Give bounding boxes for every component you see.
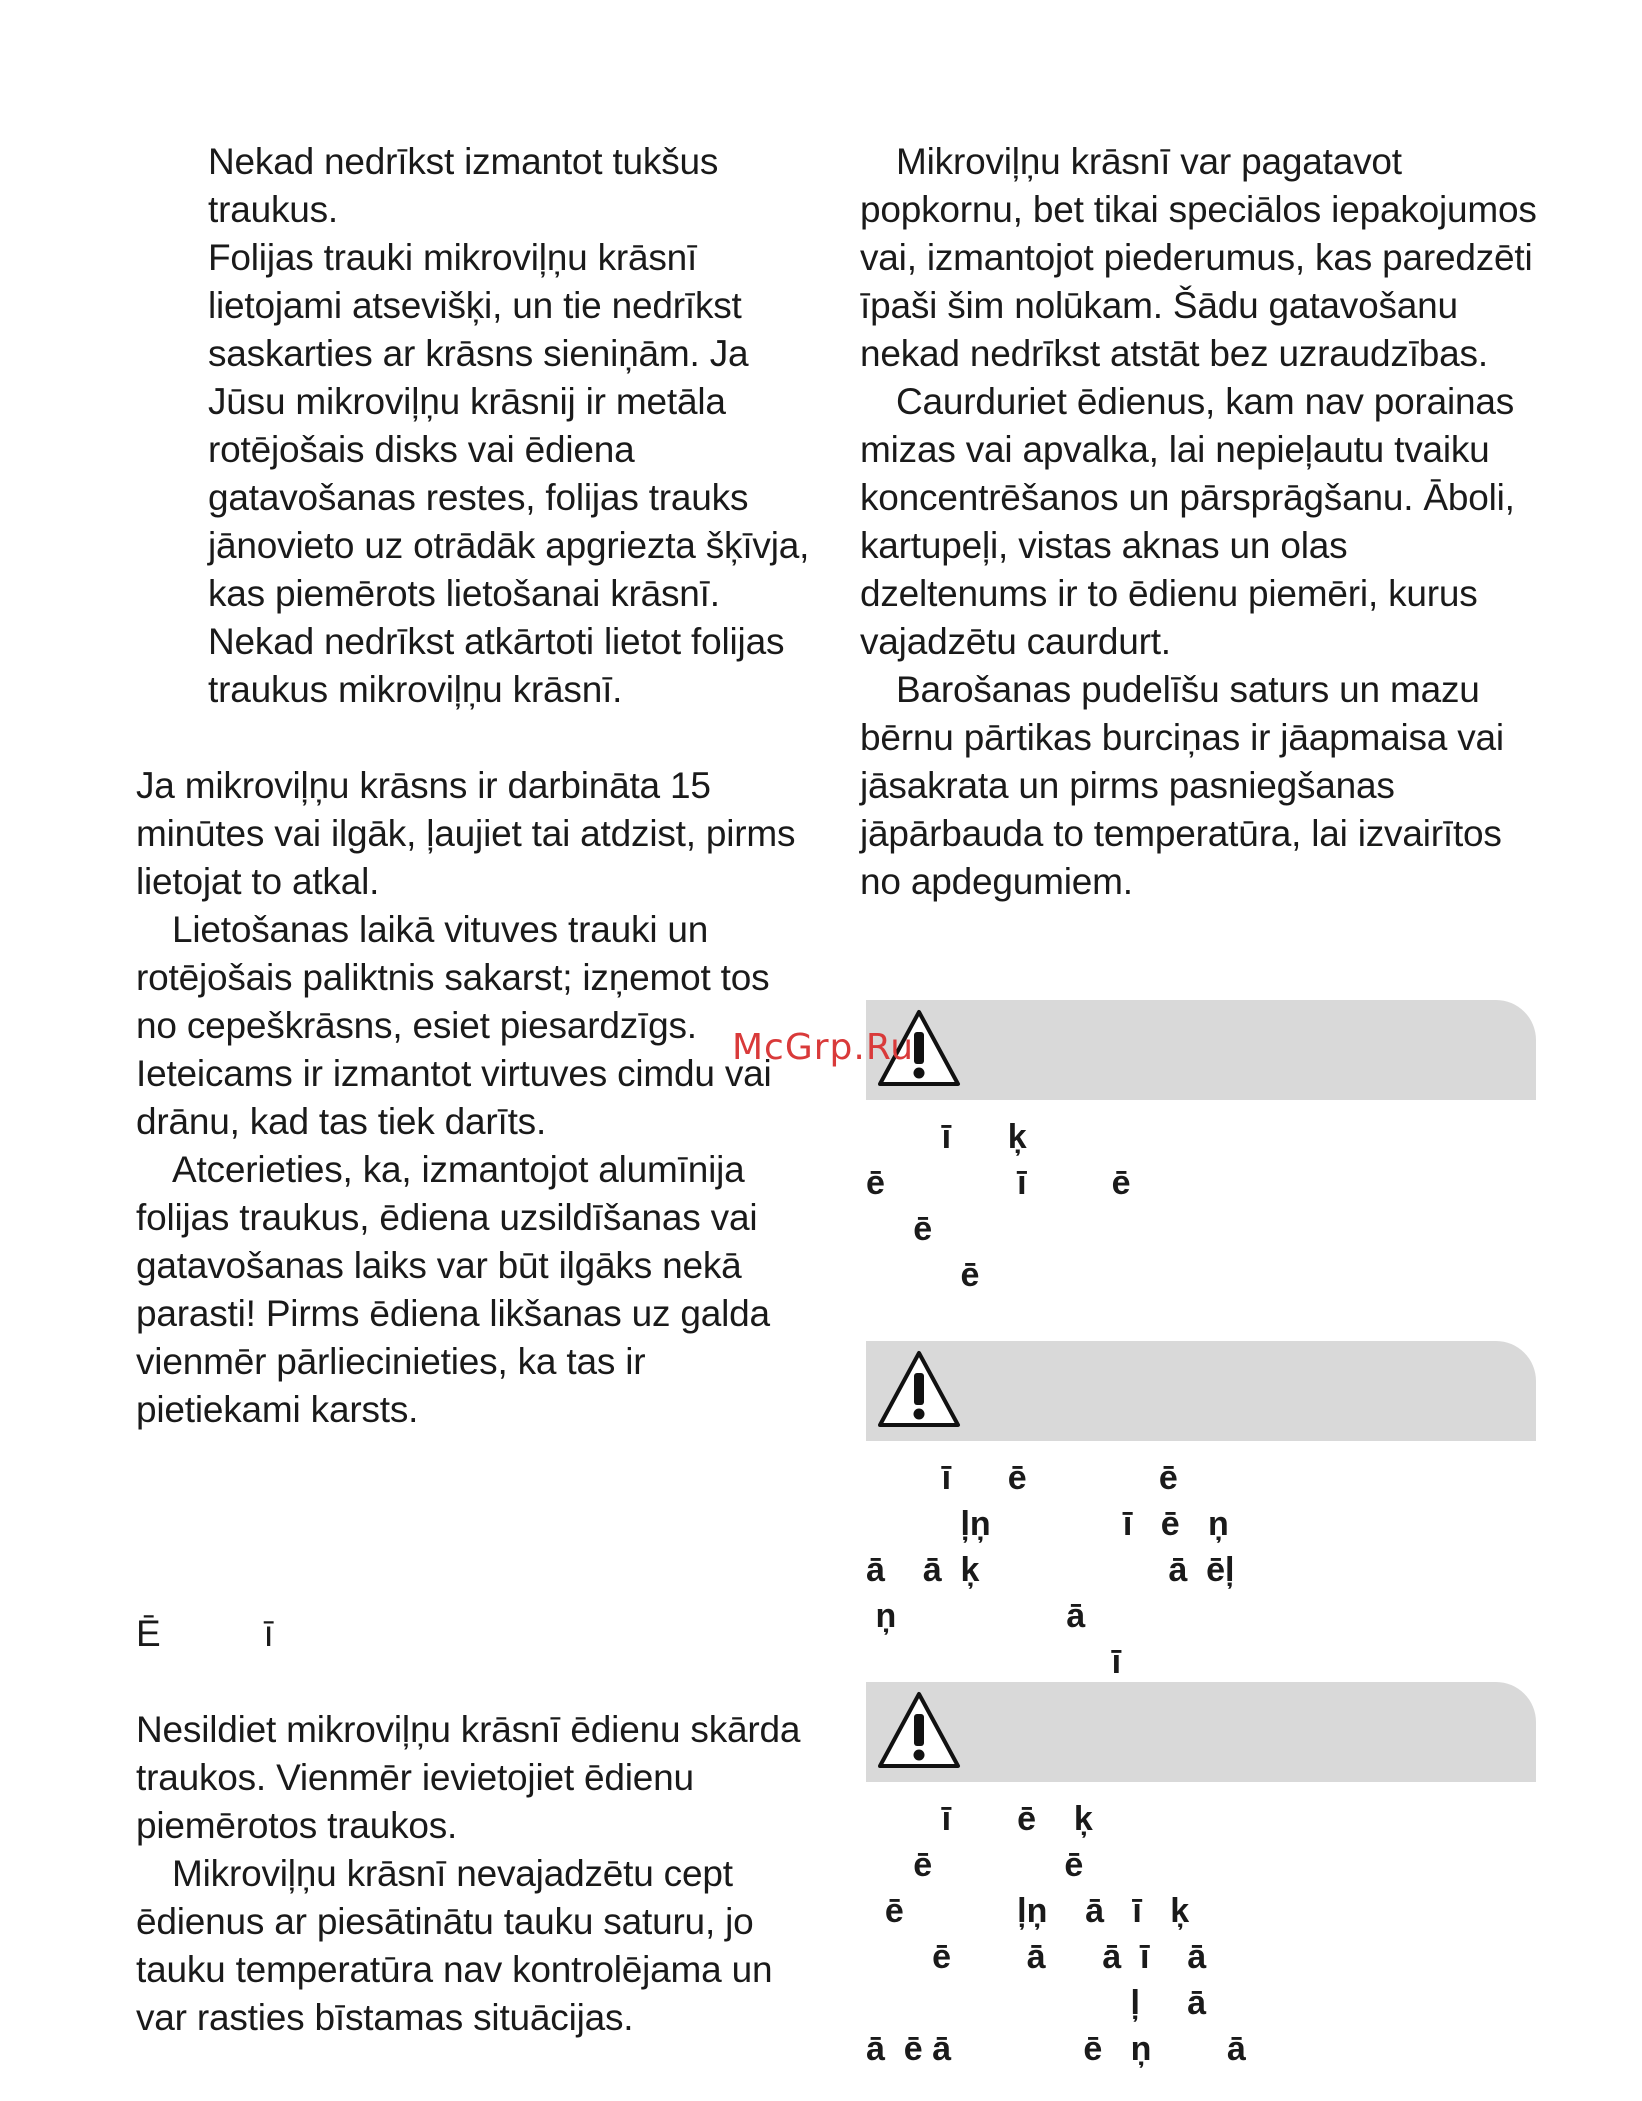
warning-bar xyxy=(866,1000,1536,1100)
paragraph-saturated-fat: Mikroviļņu krāsnī nevajadzētu cept ēdienus ar piesātinātu tauku saturu, jo tauku temperatūra nav kontrolējama un var rasties bīstamas situācijas. xyxy=(136,1853,773,2038)
warning-box-3 xyxy=(866,1682,1536,2072)
rule-foil-separate: Folijas trauki mikroviļņu krāsnī lietojami atsevišķi, un tie nedrīkst saskarties ar krāsns sieniņām. Ja Jūsu mikroviļņu krāsnij ir metāla rotējošais disks vai ēdiena gatavošanas restes, folijas trauks jānovieto uz otrādāk apgriezta šķīvja, kas piemērots lietošanai krāsnī. xyxy=(208,237,810,614)
right-column xyxy=(860,138,1540,906)
foil-rules-list xyxy=(136,138,816,714)
warning-box-1 xyxy=(866,1000,1536,1298)
paragraph-hot-dishes: Lietošanas laikā vituves trauki un rotējošais paliktnis sakarst; izņemot tos no cepeškrāsns, esiet piesardzīgs. Ieteicams ir izmantot virtuves cimdu vai drānu, kad tas tiek darīts. xyxy=(136,909,772,1142)
paragraph-cooling: Ja mikroviļņu krāsns ir darbināta 15 minūtes vai ilgāk, ļaujiet tai atdzist, pirms lietojat to atkal. xyxy=(136,765,796,902)
paragraph-baby-bottles: Barošanas pudelīšu saturs un mazu bērnu pārtikas burciņas ir jāapmaisa vai jāsakrata un pirms pasniegšanas jāpārbauda to temperatūra, lai izvairītos no apdegumiem. xyxy=(860,669,1504,902)
paragraph-tin-containers: Nesildiet mikroviļņu krāsnī ēdienu skārda traukos. Vienmēr ievietojiet ēdienu piemērotos traukos. xyxy=(136,1709,801,1846)
watermark: McGrp.Ru xyxy=(732,1027,915,1068)
paragraph-popcorn: Mikroviļņu krāsnī var pagatavot popkornu, bet tikai speciālos iepakojumos vai, izmantojot piederumus, kas paredzēti īpaši šim nolūkam. Šādu gatavošanu nekad nedrīkst atstāt bez uzraudzības. xyxy=(860,141,1537,374)
paragraph-pierce-food: Caurduriet ēdienus, kam nav porainas mizas vai apvalka, lai nepieļautu tvaiku koncentrēšanos un pārsprāgšanu. Āboli, kartupeļi, vistas aknas un olas dzeltenums ir to ēdienu piemēri, kurus vajadzētu caurdurt. xyxy=(860,381,1515,662)
warning-box-2 xyxy=(866,1341,1536,1685)
section-heading: Ē ī xyxy=(136,1613,274,1654)
warning-triangle-icon xyxy=(876,1349,962,1429)
rule-empty-dishes: Nekad nedrīkst izmantot tukšus traukus. xyxy=(208,141,719,230)
warning-triangle-icon xyxy=(876,1690,962,1770)
warning-text-3: ī ē ķ ē ē ē ļņ ā ī ķ ē ā ā ī ā ļ ā ā ē ā ē ņ ā xyxy=(866,1800,1246,2068)
warning-text-1: ī ķ ē ī ē ē ē xyxy=(866,1118,1131,1294)
warning-bar xyxy=(866,1341,1536,1441)
rule-no-reuse-foil: Nekad nedrīkst atkārtoti lietot folijas traukus mikroviļņu krāsnī. xyxy=(208,621,785,710)
warning-bar xyxy=(866,1682,1536,1782)
left-column xyxy=(136,138,816,2042)
warning-text-2: ī ē ē ļņ ī ē ņ ā ā ķ ā ēļ ņ ā ī xyxy=(866,1459,1235,1681)
paragraph-foil-time: Atcerieties, ka, izmantojot alumīnija folijas traukus, ēdiena uzsildīšanas vai gatavošanas laiks var būt ilgāks nekā parasti! Pirms ēdiena likšanas uz galda vienmēr pārliecinieties, ka tas ir pietiekami karsts. xyxy=(136,1149,770,1430)
